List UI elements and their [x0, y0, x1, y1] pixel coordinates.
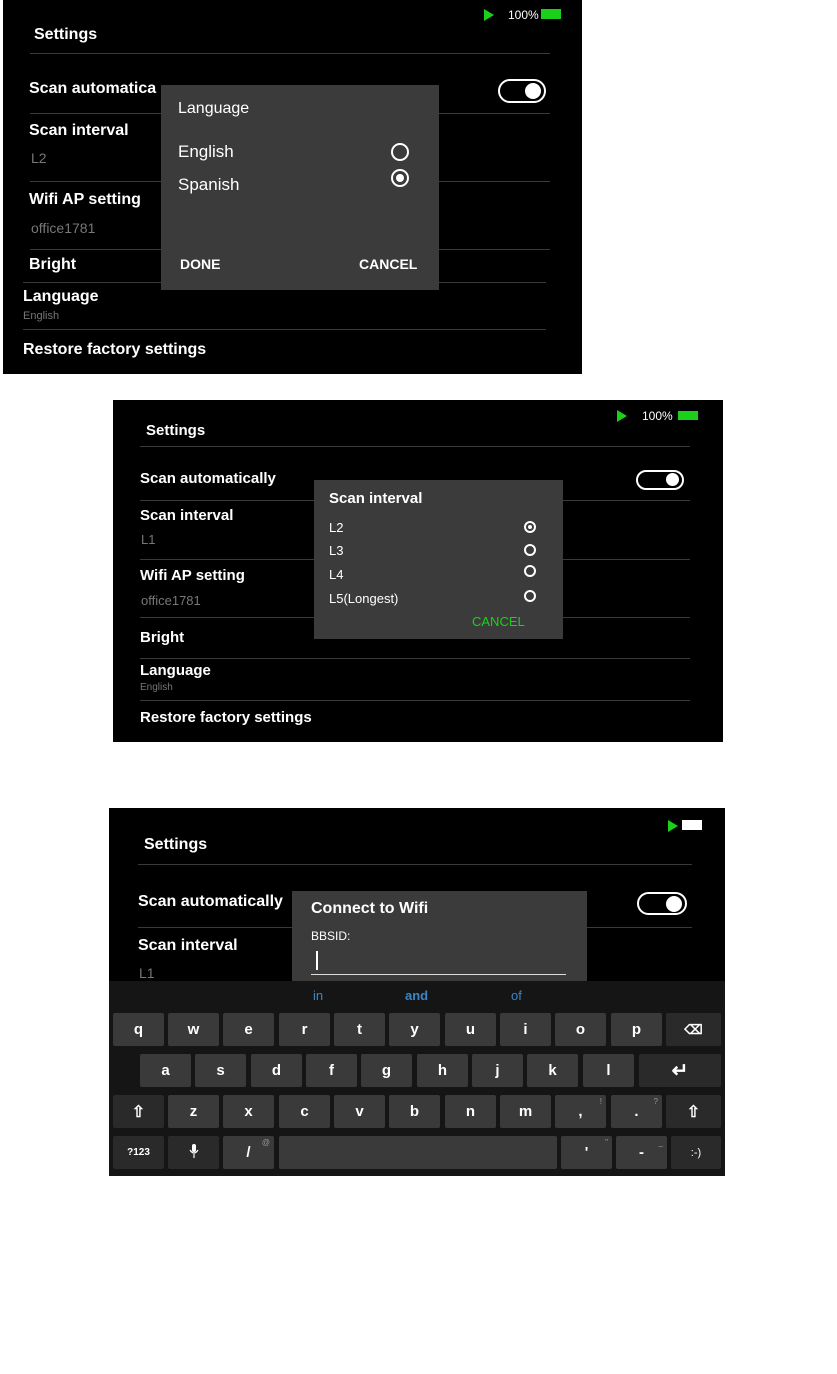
enter-icon: ↵	[671, 1060, 689, 1082]
option-spanish-radio[interactable]	[391, 169, 409, 187]
wifi-ap-value: office1781	[31, 220, 96, 236]
suggestion-and[interactable]: and	[405, 988, 429, 1003]
shift-icon: ⇧	[131, 1103, 146, 1121]
key-comma[interactable]	[555, 1095, 606, 1128]
option-l5-label[interactable]: L5(Longest)	[329, 591, 399, 606]
toggle-knob	[666, 473, 679, 486]
battery-icon	[682, 820, 702, 830]
key-t[interactable]: t	[334, 1013, 385, 1046]
done-button[interactable]: DONE	[180, 256, 221, 272]
language-value: English	[23, 310, 60, 322]
microphone-icon	[189, 1143, 199, 1163]
key-slash-hint: @	[261, 1138, 270, 1147]
language-label[interactable]: Language	[23, 288, 99, 305]
option-l2-label[interactable]: L2	[329, 520, 344, 535]
key-i[interactable]: i	[500, 1013, 551, 1046]
key-g[interactable]: g	[361, 1054, 412, 1087]
key-w[interactable]: w	[168, 1013, 219, 1046]
key-apostrophe-hint: "	[605, 1138, 608, 1147]
scan-automatically-label[interactable]: Scan automatically	[140, 470, 276, 487]
spacebar[interactable]	[279, 1136, 557, 1169]
scan-automatically-toggle[interactable]	[637, 892, 687, 915]
restore-factory-settings[interactable]: Restore factory settings	[23, 341, 207, 358]
page-title: Settings	[34, 26, 98, 43]
key-h[interactable]: h	[417, 1054, 468, 1087]
key-s[interactable]: s	[195, 1054, 246, 1087]
backspace-key[interactable]	[666, 1013, 721, 1046]
key-apostrophe[interactable]	[561, 1136, 612, 1169]
option-l4-label[interactable]: L4	[329, 567, 344, 582]
restore-factory-settings[interactable]: Restore factory settings	[140, 709, 312, 726]
key-k[interactable]: k	[527, 1054, 578, 1087]
key-comma-label: ,	[578, 1103, 583, 1120]
key-dash[interactable]	[616, 1136, 667, 1169]
key-u[interactable]: u	[445, 1013, 496, 1046]
numbers-key[interactable]: ?123	[113, 1136, 164, 1169]
dialog-title: Language	[178, 100, 250, 117]
key-c[interactable]: c	[279, 1095, 330, 1128]
key-comma-hint: !	[599, 1097, 602, 1106]
voice-input-key[interactable]	[168, 1136, 219, 1169]
key-v[interactable]: v	[334, 1095, 385, 1128]
key-e[interactable]: e	[223, 1013, 274, 1046]
key-f[interactable]: f	[306, 1054, 357, 1087]
connect-wifi-dialog	[292, 891, 587, 986]
on-screen-keyboard	[109, 981, 725, 1176]
key-slash-label: /	[246, 1144, 251, 1161]
key-x[interactable]: x	[223, 1095, 274, 1128]
bright-label[interactable]: Bright	[29, 256, 77, 273]
enter-key[interactable]	[639, 1054, 721, 1087]
key-a[interactable]: a	[140, 1054, 191, 1087]
play-icon	[668, 820, 678, 832]
option-l4-radio[interactable]	[524, 565, 536, 577]
shift-key-right[interactable]	[666, 1095, 721, 1128]
scan-interval-value: L1	[141, 532, 156, 547]
backspace-icon: ⌫	[684, 1021, 703, 1037]
scan-interval-label[interactable]: Scan interval	[138, 937, 238, 954]
scan-automatically-label[interactable]: Scan automatically	[138, 893, 283, 910]
key-period-label: .	[634, 1103, 639, 1120]
key-slash[interactable]	[223, 1136, 274, 1169]
option-l5-radio[interactable]	[524, 590, 536, 602]
shift-icon: ⇧	[686, 1103, 701, 1121]
toggle-knob	[525, 83, 541, 99]
scan-interval-dialog	[314, 480, 563, 639]
key-o[interactable]: o	[555, 1013, 606, 1046]
scan-interval-value: L2	[31, 150, 47, 166]
settings-screen-wifi-keyboard	[109, 808, 725, 1176]
settings-screen-language-dialog	[3, 0, 582, 374]
language-dialog	[161, 85, 439, 290]
text-cursor	[316, 951, 318, 970]
key-j[interactable]: j	[472, 1054, 523, 1087]
scan-automatically-toggle[interactable]	[498, 79, 546, 103]
key-n[interactable]: n	[445, 1095, 496, 1128]
play-icon	[617, 410, 627, 422]
key-period[interactable]	[611, 1095, 662, 1128]
bbsid-label: BBSID:	[311, 929, 351, 943]
key-apostrophe-label: '	[584, 1144, 589, 1161]
key-period-hint: ?	[653, 1097, 658, 1106]
scan-interval-label[interactable]: Scan interval	[29, 122, 129, 139]
key-r[interactable]: r	[279, 1013, 330, 1046]
play-icon	[484, 9, 494, 21]
option-l3-label[interactable]: L3	[329, 543, 344, 558]
divider	[140, 446, 690, 447]
key-y[interactable]: y	[389, 1013, 440, 1046]
bright-label[interactable]: Bright	[140, 629, 185, 646]
option-spanish-label[interactable]: Spanish	[178, 175, 240, 194]
wifi-ap-value: office1781	[141, 593, 201, 608]
key-b[interactable]: b	[389, 1095, 440, 1128]
language-value: English	[140, 682, 173, 693]
divider	[140, 658, 690, 659]
key-z[interactable]: z	[168, 1095, 219, 1128]
suggestion-in[interactable]: in	[313, 988, 324, 1003]
dialog-title: Connect to Wifi	[311, 900, 429, 917]
option-l2-radio[interactable]	[524, 521, 536, 533]
dialog-title: Scan interval	[329, 490, 423, 507]
option-english-label[interactable]: English	[178, 142, 234, 161]
key-d[interactable]: d	[251, 1054, 302, 1087]
option-l3-radio[interactable]	[524, 544, 536, 556]
battery-icon	[541, 9, 561, 19]
toggle-knob	[666, 896, 682, 912]
cancel-button[interactable]: CANCEL	[472, 614, 525, 629]
battery-percent: 100%	[508, 8, 539, 22]
option-english-radio[interactable]	[391, 143, 409, 161]
divider	[23, 329, 546, 330]
battery-percent: 100%	[642, 409, 673, 423]
key-q[interactable]: q	[113, 1013, 164, 1046]
key-dash-hint: _	[658, 1138, 663, 1147]
divider	[140, 700, 690, 701]
divider	[30, 53, 550, 54]
key-l[interactable]: l	[583, 1054, 634, 1087]
scan-automatically-toggle[interactable]	[636, 470, 684, 490]
page-title: Settings	[144, 836, 208, 853]
cancel-button[interactable]: CANCEL	[359, 256, 418, 272]
divider	[138, 864, 692, 865]
battery-icon	[678, 411, 698, 420]
key-dash-label: -	[639, 1144, 644, 1161]
bbsid-input[interactable]	[311, 948, 566, 975]
language-label[interactable]: Language	[140, 662, 211, 679]
suggestion-of[interactable]: of	[511, 988, 522, 1003]
emoji-key[interactable]: :-)	[671, 1136, 721, 1169]
scan-interval-value: L1	[139, 965, 155, 981]
key-m[interactable]: m	[500, 1095, 551, 1128]
key-p[interactable]: p	[611, 1013, 662, 1046]
page-title: Settings	[146, 422, 206, 439]
wifi-ap-setting-label[interactable]: Wifi AP setting	[29, 191, 141, 208]
scan-interval-label[interactable]: Scan interval	[140, 507, 234, 524]
shift-key-left[interactable]	[113, 1095, 164, 1128]
settings-screen-scan-interval-dialog	[113, 400, 723, 742]
scan-automatically-label[interactable]: Scan automatica	[29, 80, 157, 97]
wifi-ap-setting-label[interactable]: Wifi AP setting	[140, 567, 245, 584]
